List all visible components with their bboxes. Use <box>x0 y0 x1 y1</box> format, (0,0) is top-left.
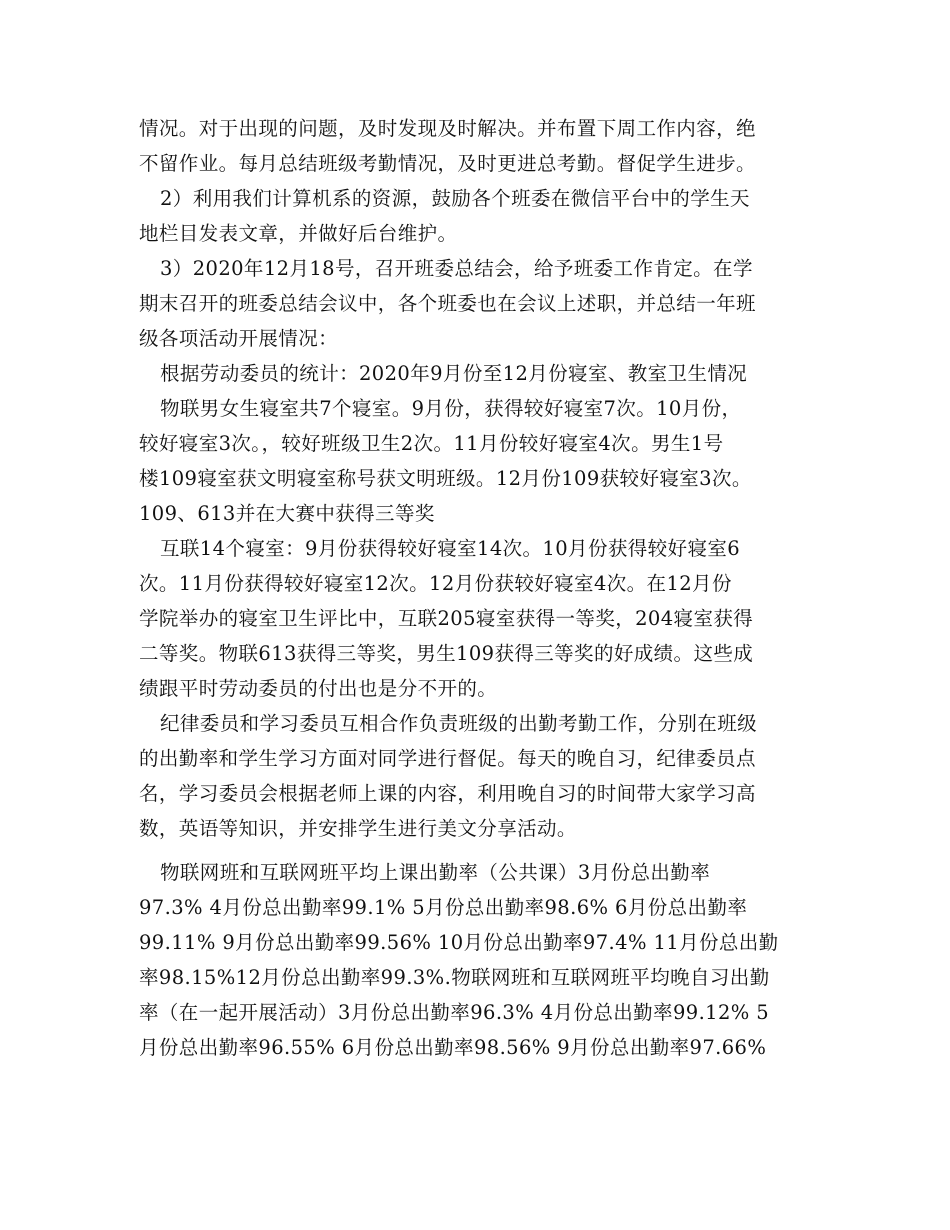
text-line: 物联男女生寝室共7个寝室。9月份，获得较好寝室7次。10月份， <box>160 397 742 420</box>
text-line: 纪律委员和学习委员互相合作负责班级的出勤考勤工作，分别在班级 <box>160 712 758 735</box>
text-line: 根据劳动委员的统计：2020年9月份至12月份寝室、教室卫生情况 <box>160 362 748 385</box>
text-line: 期末召开的班委总结会议中，各个班委也在会议上述职，并总结一年班 <box>139 292 756 315</box>
text-line: 绩跟平时劳动委员的付出也是分不开的。 <box>139 677 498 700</box>
text-line: 月份总出勤率96.55% 6月份总出勤率98.56% 9月份总出勤率97.66% <box>139 1036 767 1059</box>
text-line: 互联14个寝室：9月份获得较好寝室14次。10月份获得较好寝室6 <box>160 537 741 560</box>
text-line: 99.11% 9月份总出勤率99.56% 10月份总出勤率97.4% 11月份总出勤 <box>139 931 779 954</box>
text-line: 率98.15%12月份总出勤率99.3%.物联网班和互联网班平均晚自习出勤 <box>139 966 770 989</box>
text-line: 二等奖。物联613获得三等奖，男生109获得三等奖的好成绩。这些成 <box>139 642 754 665</box>
text-line: 级各项活动开展情况： <box>139 327 339 350</box>
text-line: 次。11月份获得较好寝室12次。12月份获较好寝室4次。在12月份 <box>139 572 732 595</box>
text-line: 的出勤率和学生学习方面对同学进行督促。每天的晚自习，纪律委员点 <box>139 747 756 770</box>
text-line: 109、613并在大赛中获得三等奖 <box>139 502 435 525</box>
text-line: 较好寝室3次。，较好班级卫生2次。11月份较好寝室4次。男生1号 <box>139 432 724 455</box>
text-line: 不留作业。每月总结班级考勤情况，及时更进总考勤。督促学生进步。 <box>139 152 756 175</box>
text-line: 情况。对于出现的问题，及时发现及时解决。并布置下周工作内容，绝 <box>139 117 756 140</box>
text-line: 2）利用我们计算机系的资源，鼓励各个班委在微信平台中的学生天 <box>160 187 750 210</box>
text-line: 97.3% 4月份总出勤率99.1% 5月份总出勤率98.6% 6月份总出勤率 <box>139 896 748 919</box>
text-line: 3）2020年12月18号，召开班委总结会，给予班委工作肯定。在学 <box>160 257 753 280</box>
text-line: 物联网班和互联网班平均上课出勤率（公共课）3月份总出勤率 <box>160 861 711 884</box>
text-line: 地栏目发表文章，并做好后台维护。 <box>139 222 458 245</box>
text-line: 楼109寝室获文明寝室称号获文明班级。12月份109获较好寝室3次。 <box>139 467 752 490</box>
text-line: 学院举办的寝室卫生评比中，互联205寝室获得一等奖，204寝室获得 <box>139 607 754 630</box>
text-line: 率（在一起开展活动）3月份总出勤率96.3% 4月份总出勤率99.12% 5 <box>139 1001 770 1024</box>
text-line: 数，英语等知识，并安排学生进行美文分享活动。 <box>139 817 577 840</box>
text-line: 名，学习委员会根据老师上课的内容，利用晚自习的时间带大家学习高 <box>139 782 756 805</box>
